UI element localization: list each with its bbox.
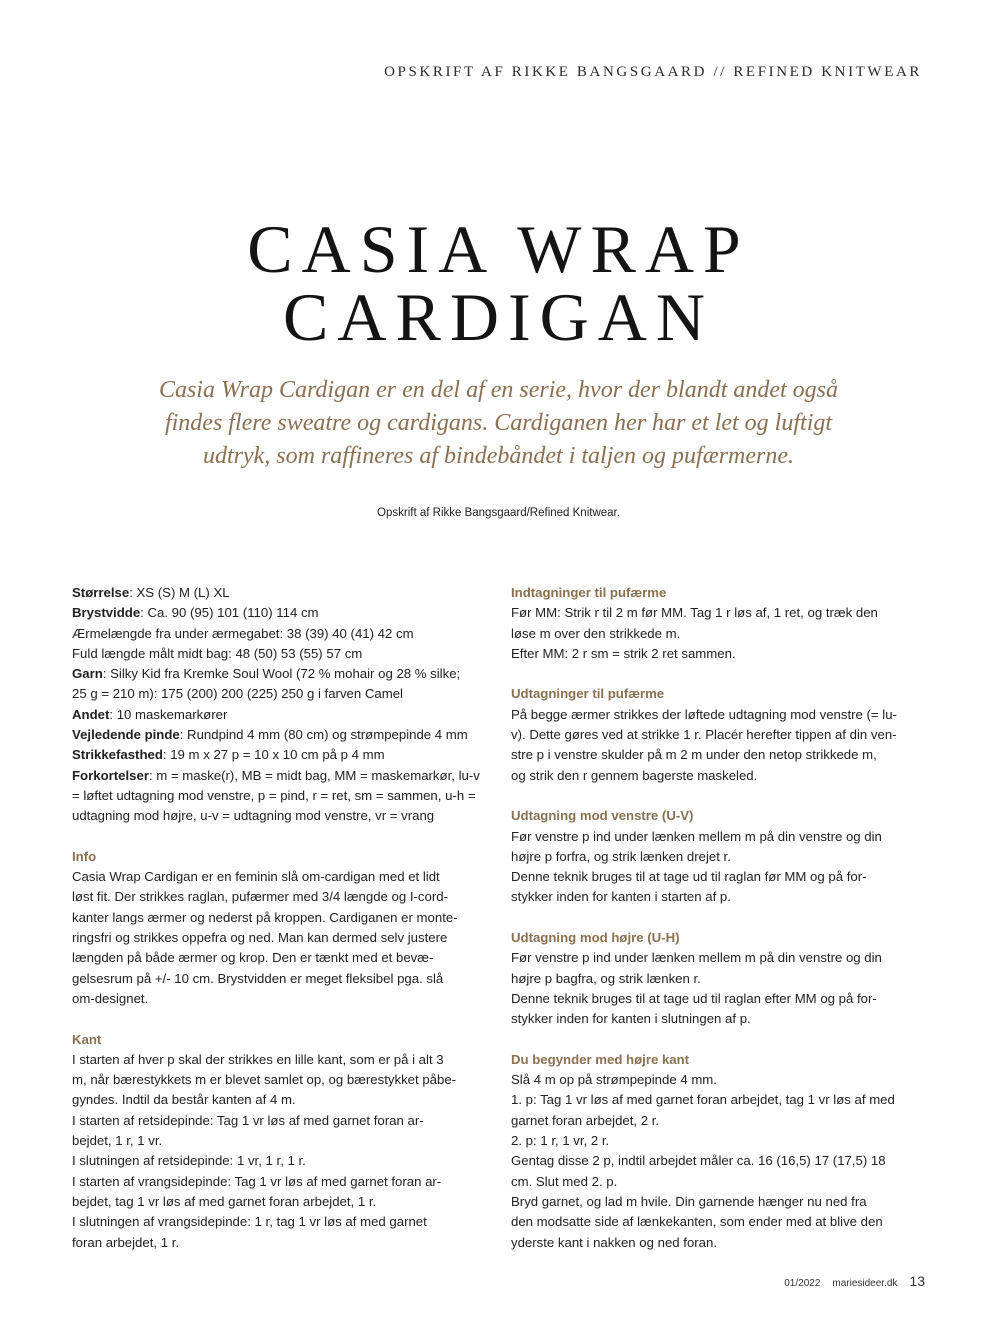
body-line: stre p i venstre skulder på m 2 m under den netop strikkede m, — [511, 747, 877, 763]
running-header: OPSKRIFT AF RIKKE BANGSGAARD // REFINED KNITWEAR — [384, 64, 922, 80]
body-line: garnet foran arbejdet, 2 r. — [511, 1112, 660, 1128]
body-line: I slutningen af retsidepinde: 1 vr, 1 r, 1 r. — [72, 1153, 306, 1169]
section-heading: Udtagning mod venstre (U-V) — [511, 808, 694, 824]
spec-value: = løftet udtagning mod venstre, p = pind, r = ret, sm = sammen, u-h = — [72, 787, 476, 803]
body-line: Før venstre p ind under lænken mellem m på din venstre og din — [511, 950, 882, 966]
spec-value: : Rundpind 4 mm (80 cm) og strømpepinde 4 mm — [179, 727, 468, 743]
byline-author: Rikke Bangsgaard/Refined Knitwear. — [432, 507, 620, 519]
body-line: stykker inden for kanten i slutningen af p. — [511, 1011, 751, 1027]
title-line-1: CASIA WRAP — [247, 211, 750, 287]
spec-value: Fuld længde målt midt bag: 48 (50) 53 (55) 57 cm — [72, 645, 363, 661]
spec-line — [72, 624, 492, 644]
body-line: løse m over den strikkede m. — [511, 625, 681, 641]
body-line: ringsfri og strikkes oppefra og ned. Man kan dermed selv justere — [72, 930, 448, 946]
body-line: gyndes. Indtil da består kanten af 4 m. — [72, 1092, 296, 1108]
body-line: m, når bærestykkets m er blevet samlet op, og bærestykket påbe- — [72, 1072, 457, 1088]
spacer — [511, 786, 931, 806]
spec-line — [72, 583, 492, 603]
body-line: foran arbejdet, 1 r. — [72, 1234, 180, 1250]
intro-text — [120, 374, 877, 473]
spec-value: : m = maske(r), MB = midt bag, MM = maskemarkør, lu-v — [148, 767, 480, 783]
body-line: Denne teknik bruges til at tage ud til raglan før MM og på for- — [511, 869, 867, 885]
spec-line — [72, 725, 492, 745]
spec-line — [72, 644, 492, 664]
spec-line — [72, 705, 492, 725]
section-heading: Indtagninger til pufærme — [511, 585, 667, 600]
body-line: I starten af hver p skal der strikkes en lille kant, som er på i alt 3 — [72, 1051, 444, 1067]
spec-value: : 10 maskemarkører — [109, 706, 228, 722]
spec-value: 25 g = 210 m): 175 (200) 200 (225) 250 g i farven Camel — [72, 686, 403, 702]
spec-label: Størrelse — [72, 585, 130, 600]
body-line: I starten af vrangsidepinde: Tag 1 vr løs af med garnet foran ar- — [72, 1173, 442, 1189]
spec-value: Ærmelængde fra under ærmegabet: 38 (39) 40 (41) 42 cm — [72, 625, 414, 641]
spec-label: Strikkefasthed — [72, 747, 163, 763]
body-line: gelsesrum på +/- 10 cm. Brystvidden er meget fleksibel pga. slå — [72, 970, 444, 986]
spacer — [72, 1009, 492, 1029]
spacer — [511, 1030, 931, 1050]
section-heading: Udtagninger til pufærme — [511, 686, 665, 702]
body-line: stykker inden for kanten i starten af p. — [511, 889, 731, 905]
intro-line: udtryk, som raffineres af bindebåndet i taljen og pufærmerne. — [202, 443, 795, 469]
body-line: og strik den r gennem bagerste maskeled. — [511, 767, 758, 783]
body-line: Casia Wrap Cardigan er en feminin slå om-cardigan med et lidt — [72, 869, 440, 885]
spec-line — [72, 664, 492, 684]
spec-label: Brystvidde — [72, 605, 141, 621]
body-line: Slå 4 m op på strømpepinde 4 mm. — [511, 1072, 717, 1088]
spacer — [72, 827, 492, 847]
left-column — [72, 583, 492, 1253]
spec-label: Andet — [72, 706, 110, 722]
section-heading: Udtagning mod højre (U-H) — [511, 930, 680, 946]
spacer — [511, 664, 931, 684]
page-footer — [784, 1273, 925, 1291]
body-line: løst fit. Der strikkes raglan, pufærmer med 3/4 længde og I-cord- — [72, 889, 448, 905]
body-line: Før MM: Strik r til 2 m før MM. Tag 1 r løs af, 1 ret, og træk den — [511, 605, 878, 621]
website: mariesideer.dk — [832, 1278, 898, 1289]
body-line: cm. Slut med 2. p. — [511, 1173, 618, 1189]
body-line: om-designet. — [72, 990, 149, 1006]
body-line: bejdet, 1 r, 1 vr. — [72, 1133, 163, 1149]
body-line: yderste kant i nakken og ned foran. — [511, 1234, 718, 1250]
intro-line: Casia Wrap Cardigan er en del af en serie, hvor der blandt andet også — [158, 377, 839, 403]
section-heading: Kant — [72, 1031, 102, 1047]
page-title — [0, 211, 997, 355]
page-number: 13 — [909, 1273, 925, 1289]
spec-line — [72, 603, 492, 623]
body-line: Bryd garnet, og lad m hvile. Din garnende hænger nu ned fra — [511, 1193, 867, 1209]
body-line: højre p bagfra, og strik lænken r. — [511, 970, 701, 986]
section-heading: Info — [72, 848, 97, 864]
body-line: I slutningen af vrangsidepinde: 1 r, tag 1 vr løs af med garnet — [72, 1214, 427, 1230]
spec-line — [72, 766, 492, 786]
title-line-2: CARDIGAN — [283, 279, 714, 355]
body-line: 1. p: Tag 1 vr løs af med garnet foran arbejdet, tag 1 vr løs af med — [511, 1092, 895, 1108]
body-line: Gentag disse 2 p, indtil arbejdet måler ca. 16 (16,5) 17 (17,5) 18 — [511, 1153, 886, 1169]
spec-label: Garn — [72, 666, 103, 682]
section-heading: Du begynder med højre kant — [511, 1051, 690, 1067]
body-line: kanter langs ærmer og nederst på kroppen. Cardiganen er monte- — [72, 909, 458, 925]
body-line: På begge ærmer strikkes der løftede udtagning mod venstre (= lu- — [511, 706, 897, 722]
body-line: bejdet, tag 1 vr løs af med garnet foran arbejdet, 1 r. — [72, 1193, 377, 1209]
spec-value: udtagning mod højre, u-v = udtagning mod venstre, vr = vrang — [72, 808, 435, 824]
body-line: Før venstre p ind under lænken mellem m på din venstre og din — [511, 828, 882, 844]
spec-value: : Silky Kid fra Kremke Soul Wool (72 % mohair og 28 % silke; — [102, 666, 461, 682]
spec-line — [72, 745, 492, 765]
byline — [0, 507, 997, 519]
spacer — [511, 908, 931, 928]
issue-date: 01/2022 — [784, 1278, 821, 1289]
body-line: Efter MM: 2 r sm = strik 2 ret sammen. — [511, 645, 736, 661]
right-column — [511, 583, 931, 1253]
intro-line: findes flere sweatre og cardigans. Cardiganen her har et let og luftigt — [164, 410, 833, 436]
spec-label: Vejledende pinde — [72, 727, 180, 743]
spec-label: Forkortelser — [72, 767, 149, 783]
spec-value: : 19 m x 27 p = 10 x 10 cm på p 4 mm — [162, 747, 385, 763]
byline-prefix: Opskrift af — [377, 507, 433, 519]
body-line: I starten af retsidepinde: Tag 1 vr løs af med garnet foran ar- — [72, 1112, 424, 1128]
body-line: v). Dette gøres ved at strikke 1 r. Placér herefter tippen af din ven- — [511, 727, 897, 743]
spec-value: : XS (S) M (L) XL — [129, 585, 230, 600]
body-line: længden på både ærmer og krop. Den er tænkt med et bevæ- — [72, 950, 434, 966]
body-line: den modsatte side af lænkekanten, som ender med at blive den — [511, 1214, 883, 1230]
body-line: Denne teknik bruges til at tage ud til raglan efter MM og på for- — [511, 990, 877, 1006]
spec-value: : Ca. 90 (95) 101 (110) 114 cm — [140, 605, 319, 621]
spec-line — [72, 684, 492, 704]
spec-line — [72, 806, 492, 826]
body-line: højre p forfra, og strik lænken drejet r. — [511, 848, 731, 864]
spec-line — [72, 786, 492, 806]
body-line: 2. p: 1 r, 1 vr, 2 r. — [511, 1133, 610, 1149]
